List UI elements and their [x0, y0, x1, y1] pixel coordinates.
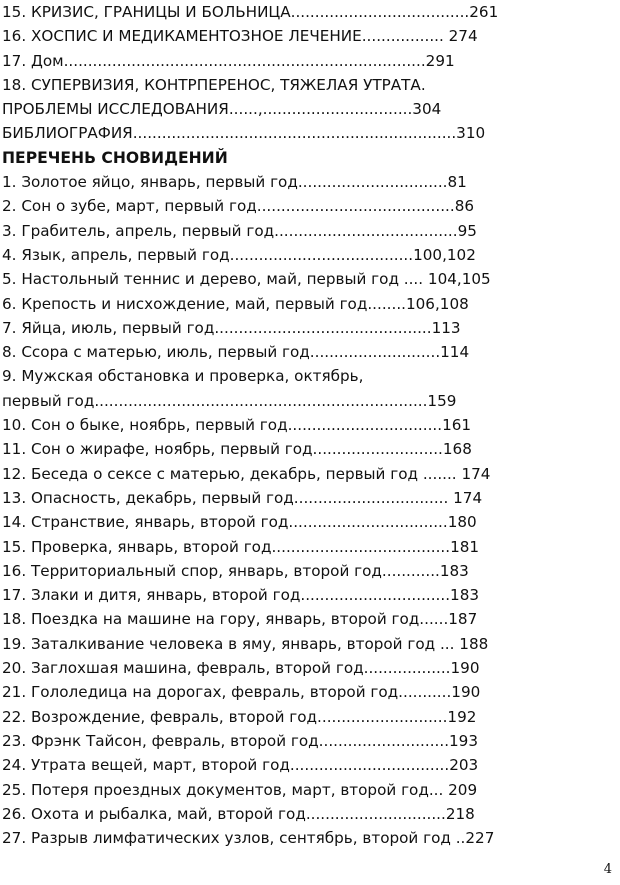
dream-entry: 3. Грабитель, апрель, первый год......................................95	[2, 221, 477, 240]
dream-entry: 11. Сон о жирафе, ноябрь, первый год...........................168	[2, 440, 472, 459]
dream-entry: 15. Проверка, январь, второй год.....................................181	[2, 537, 480, 556]
dream-entry: 27. Разрыв лимфатических узлов, сентябрь, второй год ..227	[2, 829, 495, 848]
dream-entry: 12. Беседа о сексе с матерью, декабрь, первый год ....... 174	[2, 464, 491, 483]
dream-entry: 20. Заглохшая машина, февраль, второй год..................190	[2, 659, 480, 678]
dream-entry: 21. Гололедица на дорогах, февраль, второй год...........190	[2, 683, 481, 702]
dream-entry: 6. Крепость и нисхождение, май, первый год........106,108	[2, 294, 469, 313]
dream-entry: 18. Поездка на машине на гору, январь, второй год......187	[2, 610, 478, 629]
contents-list	[2, 0, 612, 146]
contents-entry: 17. Дом...........................................................................291	[2, 51, 455, 70]
contents-entry: 16. ХОСПИС И МЕДИКАМЕНТОЗНОЕ ЛЕЧЕНИЕ................. 274	[2, 27, 478, 46]
dreams-list	[2, 170, 612, 850]
dream-entry: 23. Фрэнк Тайсон, февраль, второй год...........................193	[2, 731, 479, 750]
dream-entry: 25. Потеря проездных документов, март, второй год... 209	[2, 780, 478, 799]
contents-entry: 15. КРИЗИС, ГРАНИЦЫ И БОЛЬНИЦА.....................................261	[2, 3, 499, 21]
contents-entry: 18. СУПЕРВИЗИЯ, КОНТРПЕРЕНОС, ТЯЖЕЛАЯ УТРАТА.	[2, 75, 426, 94]
table-of-contents	[2, 0, 612, 850]
dream-entry: 2. Сон о зубе, март, первый год.........................................86	[2, 197, 475, 216]
dream-entry: 7. Яйца, июль, первый год.............................................113	[2, 318, 461, 337]
contents-entry: ПРОБЛЕМЫ ИССЛЕДОВАНИЯ......,...............................304	[2, 100, 442, 119]
dream-entry: 16. Территориальный спор, январь, второй год............183	[2, 561, 469, 580]
dream-entry: 10. Сон о быке, ноябрь, первый год................................161	[2, 416, 472, 435]
dream-entry: 26. Охота и рыбалка, май, второй год.............................218	[2, 804, 475, 823]
dream-entry: 5. Настольный теннис и дерево, май, первый год .... 104,105	[2, 270, 491, 289]
dream-entry: 13. Опасность, декабрь, первый год................................ 174	[2, 488, 483, 507]
dream-entry: 1. Золотое яйцо, январь, первый год...............................81	[2, 173, 467, 192]
dream-entry: 8. Ссора с матерью, июль, первый год...........................114	[2, 343, 470, 362]
dream-entry: 17. Злаки и дитя, январь, второй год...............................183	[2, 586, 480, 605]
dream-entry: первый год.....................................................................159	[2, 391, 457, 410]
page-number: 4	[603, 862, 612, 877]
dream-entry: 22. Возрождение, февраль, второй год...........................192	[2, 707, 477, 726]
dream-entry: 24. Утрата вещей, март, второй год.................................203	[2, 756, 479, 775]
dream-entry: 4. Язык, апрель, первый год......................................100,102	[2, 245, 476, 264]
dream-entry: 9. Мужская обстановка и проверка, октябрь,	[2, 367, 364, 386]
dreams-list-heading: ПЕРЕЧЕНЬ СНОВИДЕНИЙ	[2, 148, 228, 167]
dream-entry: 19. Заталкивание человека в яму, январь, второй год ... 188	[2, 634, 489, 653]
contents-entry: БИБЛИОГРАФИЯ...................................................................310	[2, 124, 486, 143]
dream-entry: 14. Странствие, январь, второй год.................................180	[2, 513, 477, 532]
